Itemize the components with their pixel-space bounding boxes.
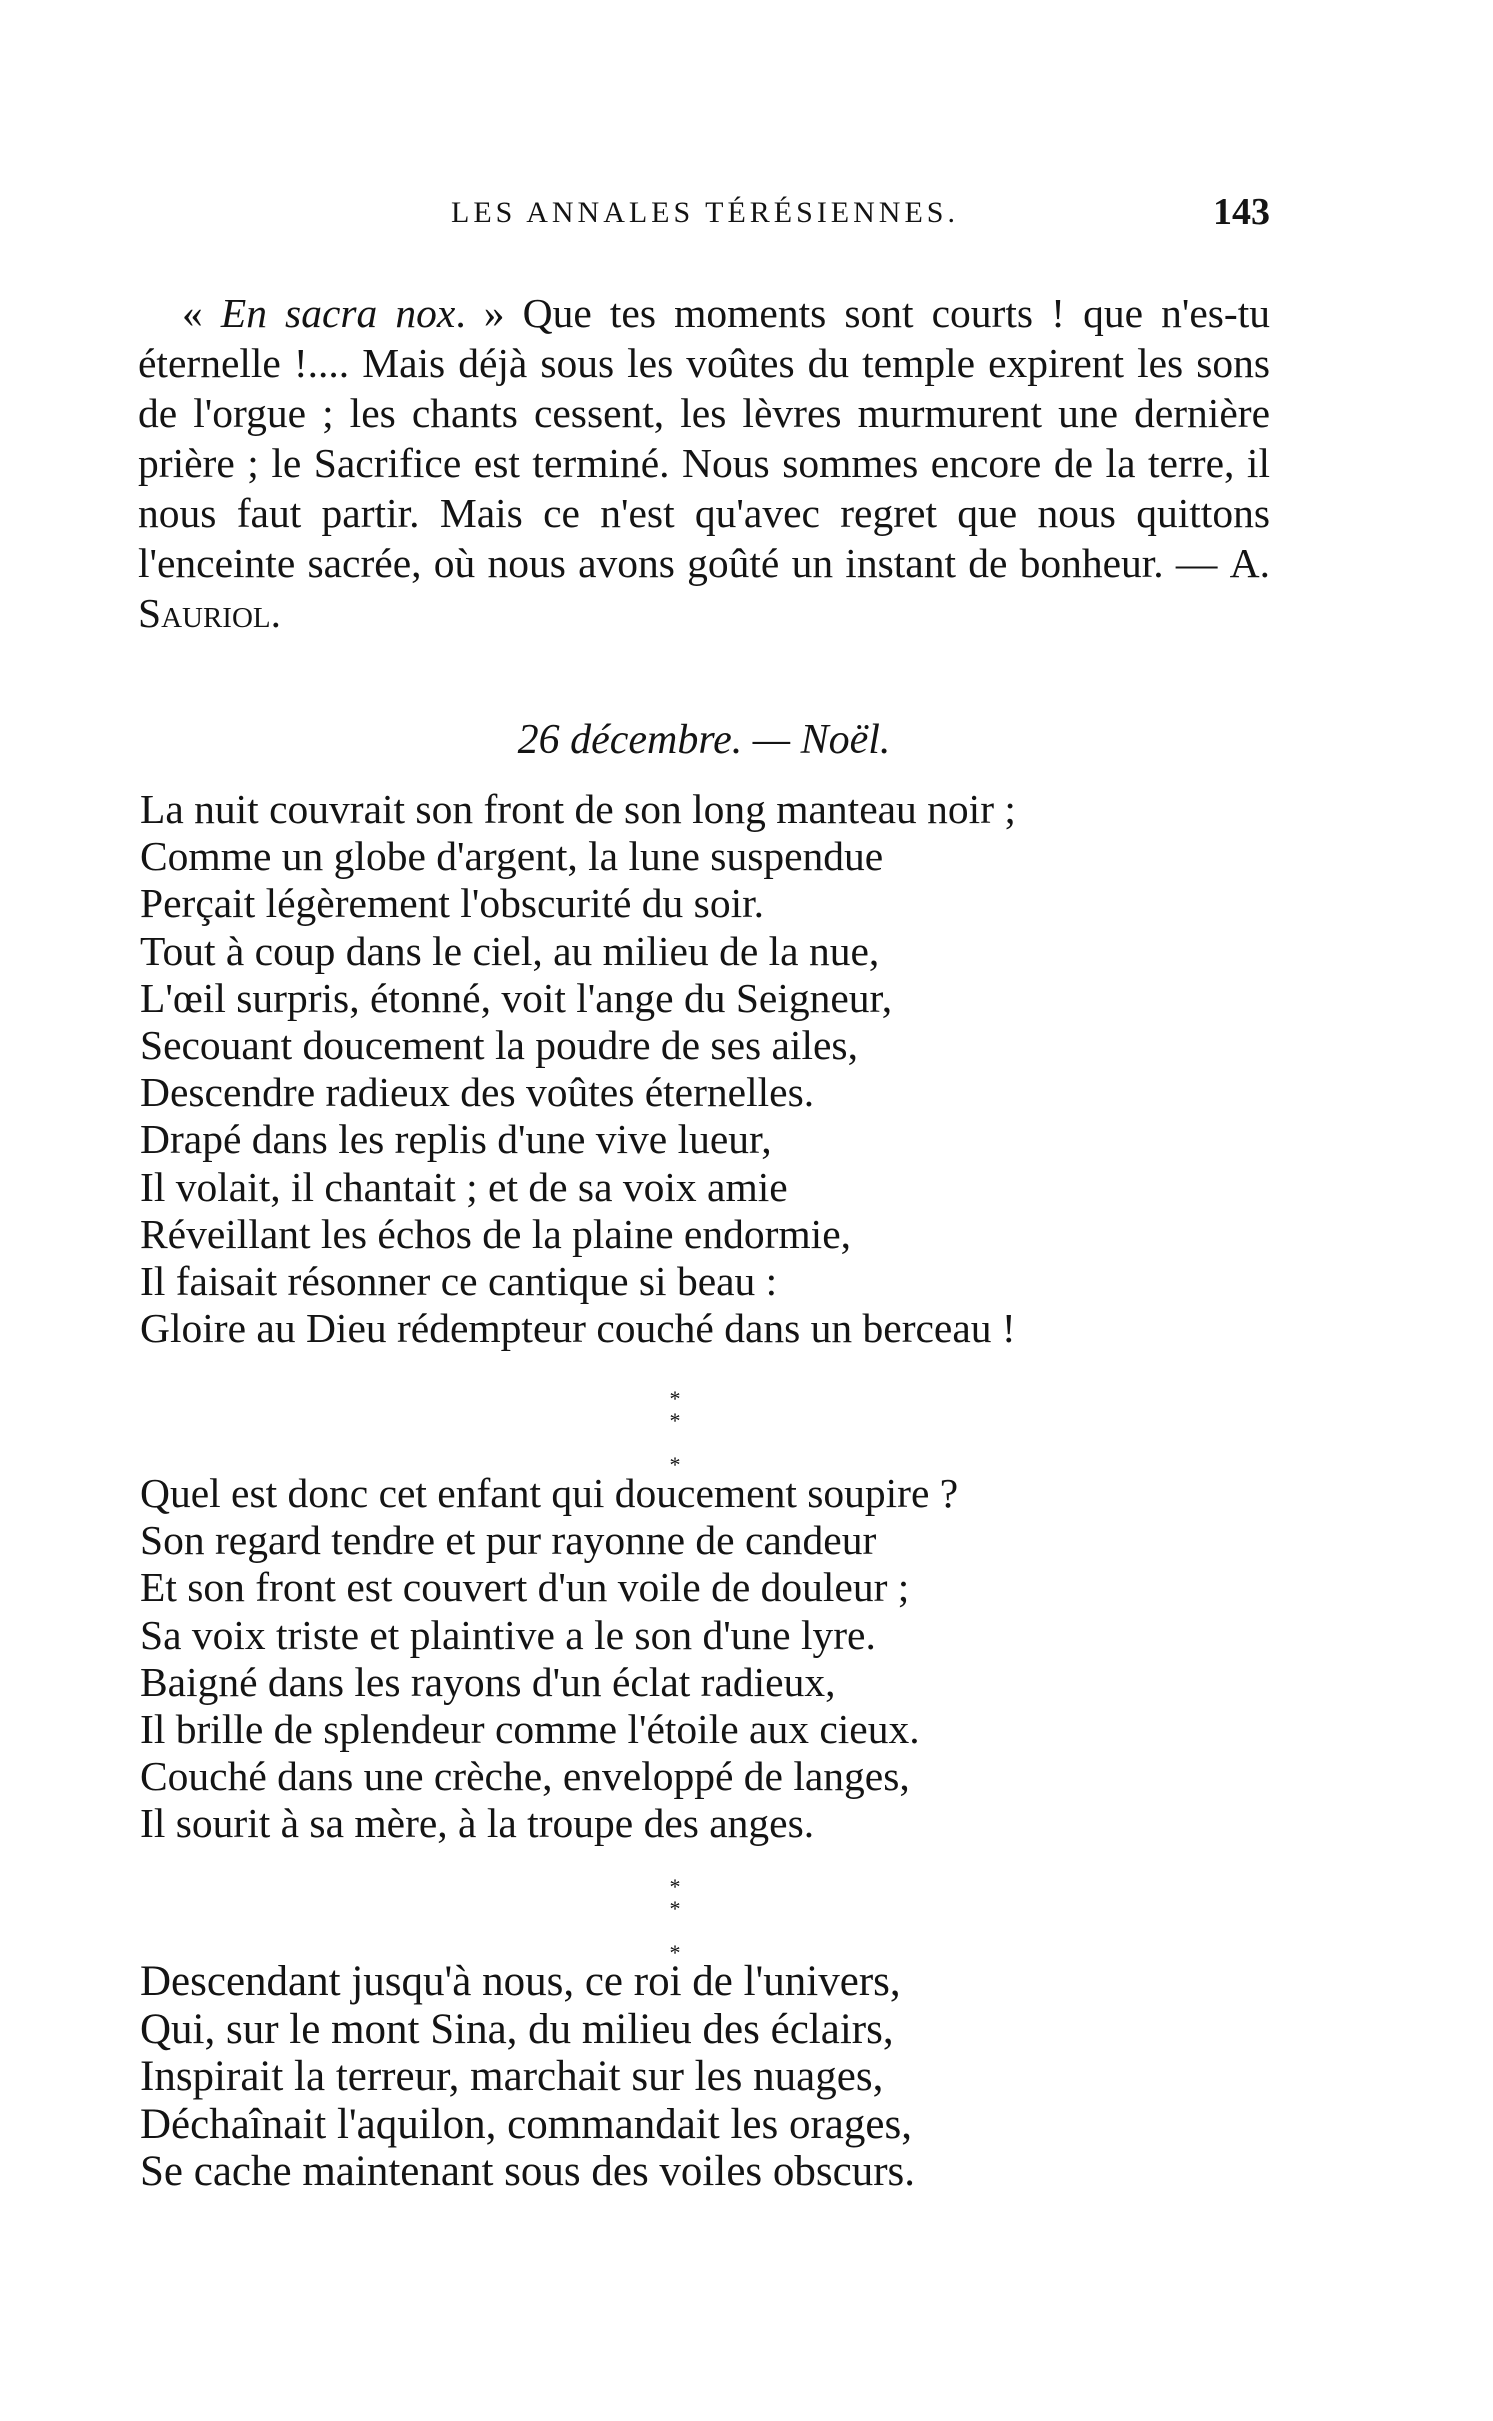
verse-line: Déchaînait l'aquilon, commandait les orages, (140, 2100, 912, 2148)
verse-line: Gloire au Dieu rédempteur couché dans un berceau ! (140, 1305, 1016, 1352)
verse-line: Quel est donc cet enfant qui doucement soupire ? (140, 1470, 959, 1516)
author-signature: A. Sauriol. (138, 540, 1270, 636)
running-title: LES ANNALES TÉRÉSIENNES. (451, 196, 959, 229)
running-head (140, 191, 1270, 236)
verse-line: Et son front est couvert d'un voile de douleur ; (140, 1564, 910, 1611)
asterisk-mark: * (669, 1452, 681, 1477)
asterism-divider (655, 1386, 695, 1477)
asterisk-mark: * (669, 1408, 681, 1433)
verse-line: Inspirait la terreur, marchait sur les nuages, (140, 2053, 884, 2100)
latin-phrase: En sacra nox (220, 290, 456, 336)
verse-line: Perçait légèrement l'obscurité du soir. (140, 880, 765, 927)
verse-line: Se cache maintenant sous des voiles obscurs. (140, 2148, 916, 2195)
verse-line: Descendant jusqu'à nous, ce roi de l'univers, (140, 1958, 901, 2005)
verse-line: Il volait, il chantait ; et de sa voix amie (140, 1163, 788, 1210)
date-heading: 26 décembre. — Noël. (517, 717, 891, 763)
asterisk-mark: * (669, 1896, 681, 1921)
verse-line: Il brille de splendeur comme l'étoile aux cieux. (140, 1706, 920, 1753)
verse-line: Descendre radieux des voûtes éternelles. (140, 1069, 815, 1116)
verse-line: Il sourit à sa mère, à la troupe des anges. (140, 1800, 815, 1847)
verse-line: Son regard tendre et pur rayonne de candeur (140, 1517, 877, 1564)
prose-paragraph (138, 288, 1270, 638)
verse-line: Comme un globe d'argent, la lune suspendue (140, 833, 884, 880)
asterisk-mark: * (669, 1386, 681, 1411)
verse-line: L'œil surpris, étonné, voit l'ange du Seigneur, (140, 974, 893, 1021)
poem-stanza-2 (140, 1470, 1290, 1848)
prose-text: . » Que tes moments sont courts ! que n'es-tu éternelle !.... Mais déjà sous les voûtes du temple expirent les sons de l'orgue ; les chants cessent, les lèvres murmurent une dernière prière ; le Sacrifice est terminé. Nous sommes encore de la terre, il nous faut partir. Mais ce n'est qu'avec regret que nous quittons l'enceinte sacrée, où nous avons goûté un instant de bonheur. — (138, 290, 1270, 586)
verse-line: Il faisait résonner ce cantique si beau : (140, 1258, 778, 1305)
poem-stanza-1 (140, 786, 1290, 1352)
asterisk-mark: * (669, 1940, 681, 1965)
verse-line: Baigné dans les rayons d'un éclat radieux, (140, 1658, 836, 1705)
verse-line: Drapé dans les replis d'une vive lueur, (140, 1116, 772, 1163)
verse-line: Réveillant les échos de la plaine endormie, (140, 1210, 852, 1257)
quote-open: « (182, 290, 221, 336)
verse-line: Sa voix triste et plaintive a le son d'une lyre. (140, 1611, 876, 1658)
verse-line: Couché dans une crèche, enveloppé de langes, (140, 1753, 910, 1800)
asterism-divider (655, 1874, 695, 1965)
poem-stanza-3 (140, 1958, 1290, 2196)
verse-line: La nuit couvrait son front de son long manteau noir ; (140, 786, 1016, 832)
verse-line: Secouant doucement la poudre de ses ailes, (140, 1022, 858, 1069)
asterisk-mark: * (669, 1874, 681, 1899)
verse-line: Qui, sur le mont Sina, du milieu des éclairs, (140, 2005, 894, 2053)
page-number: 143 (1213, 191, 1270, 233)
verse-line: Tout à coup dans le ciel, au milieu de la nue, (140, 927, 880, 974)
